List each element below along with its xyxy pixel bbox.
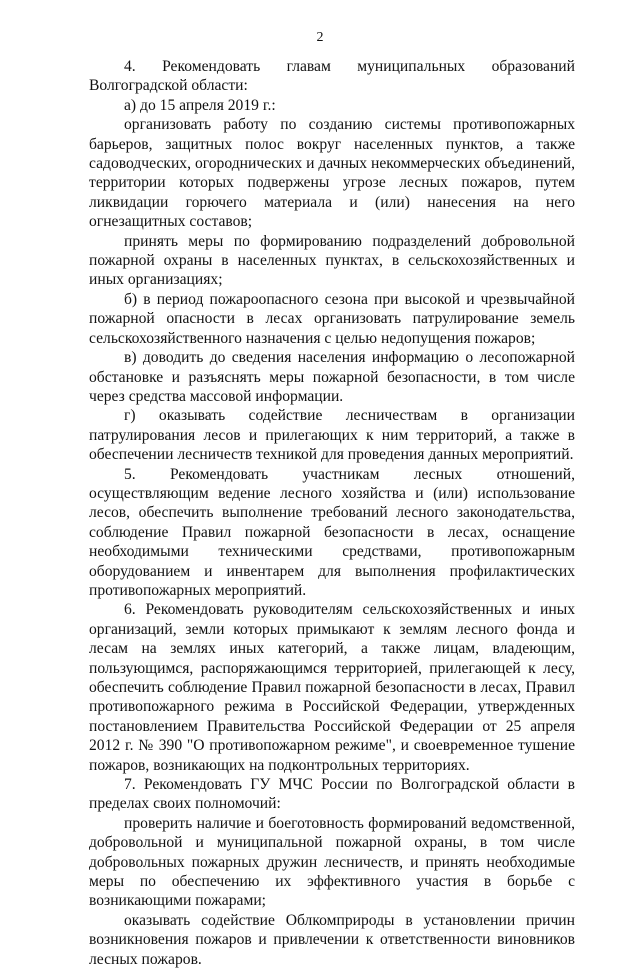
document-body bbox=[89, 57, 575, 969]
paragraph-assist-oblkompriroda: оказывать содействие Облкомприроды в установлении причин возникновения пожаров и привлечении к ответственности виновников лесных пожаров. bbox=[89, 911, 575, 968]
paragraph-barriers: организовать работу по созданию системы противопожарных барьеров, защитных полос вокруг населенных пунктов, а также садоводческих, огороднических и дачных некоммерческих объединений, территории которых подвержены угрозе лесных пожаров, путем ликвидации горючего материала и (или) нанесения на него огнезащитных составов; bbox=[89, 116, 575, 231]
paragraph-item-4-intro: 4. Рекомендовать главам муниципальных образований Волгоградской области: bbox=[89, 58, 575, 95]
paragraph-item-6: 6. Рекомендовать руководителям сельскохозяйственных и иных организаций, земли которых примыкают к землям лесного фонда и лесам на землях иных категорий, а также лицам, владеющим, пользующимся, распоряжающимся территорией, прилегающей к лесу, обеспечить соблюдение Правил пожарной безопасности в лесах, Правил противопожарного режима в Российской Федерации, утвержденных постановлением Правительства Российской Федерации от 25 апреля 2012 г. № 390 "О противопожарном режиме", и своевременное тушение пожаров, возникающих на подконтрольных территориях. bbox=[89, 601, 575, 774]
paragraph-subitem-b: б) в период пожароопасного сезона при высокой и чрезвычайной пожарной опасности в лесах организовать патрулирование земель сельскохозяйственного назначения с целью недопущения пожаров; bbox=[89, 290, 575, 347]
paragraph-check-readiness: проверить наличие и боеготовность формирований ведомственной, добровольной и муниципальной пожарной охраны, в том числе добровольных пожарных дружин лесничеств, и принять необходимые меры по обеспечению их эффективного участия в борьбе с возникающими пожарами; bbox=[89, 814, 575, 910]
paragraph-subitem-g: г) оказывать содействие лесничествам в организации патрулирования лесов и прилегающих к ним территорий, а также в обеспечении лесничеств техникой для проведения данных мероприятий. bbox=[89, 407, 575, 464]
paragraph-item-5: 5. Рекомендовать участникам лесных отношений, осуществляющим ведение лесного хозяйства и (или) использование лесов, обеспечить выполнение требований лесного законодательства, соблюдение Правил пожарной безопасности в лесах, оснащение необходимыми техническими средствами, противопожарным оборудованием и инвентарем для выполнения профилактических противопожарных мероприятий. bbox=[89, 465, 575, 599]
page-number: 2 bbox=[316, 30, 324, 45]
paragraph-subitem-v: в) доводить до сведения населения информацию о лесопожарной обстановке и разъяснять меры пожарной безопасности, в том числе через средства массовой информации. bbox=[89, 349, 575, 405]
paragraph-item-7-intro: 7. Рекомендовать ГУ МЧС России по Волгоградской области в пределах своих полномочий: bbox=[89, 776, 575, 813]
paragraph-subitem-a: а) до 15 апреля 2019 г.: bbox=[124, 96, 276, 114]
paragraph-volunteer-units: принять меры по формированию подразделений добровольной пожарной охраны в населенных пунктах, в сельскохозяйственных и иных организациях; bbox=[89, 232, 575, 289]
